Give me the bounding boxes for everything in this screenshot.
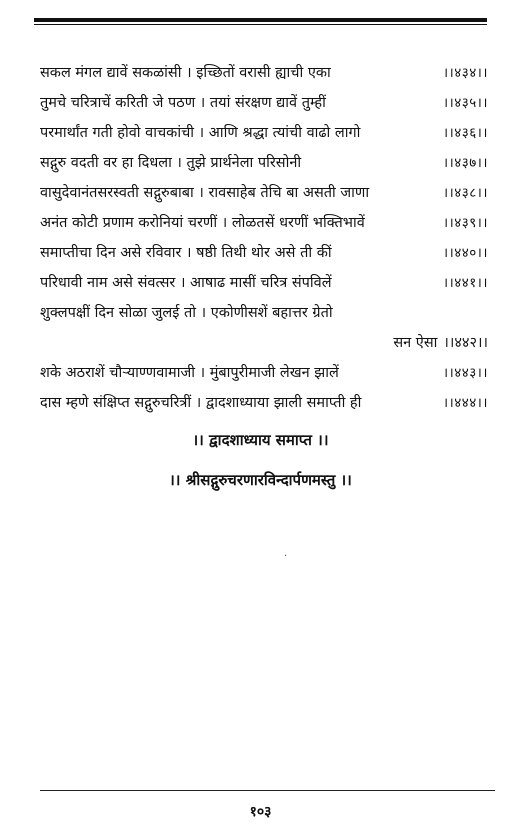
verse-number: ।।४३७।। [442,155,488,171]
top-rule [34,18,487,26]
verse-number: ।।४३९।। [442,215,488,231]
verse-block [40,58,488,418]
verse-number: ।।४४१।। [442,275,488,291]
chapter-end-title: ।। द्वादशाध्याय समाप्त ।। [192,431,329,449]
verse-number: ।।४३४।। [442,65,488,81]
verse-441 [40,268,488,298]
dedication-title: ।। श्रीसद्गुरुचरणारविन्दार्पणमस्तु ।। [169,471,352,489]
verse-text: समाप्तीचा दिन असे रविवार । षष्ठी तिथी थोर असे ती कीं [40,245,332,261]
verse-436 [40,118,488,148]
verse-437 [40,148,488,178]
verse-442 [40,298,488,358]
verse-444 [40,388,488,418]
verse-440 [40,238,488,268]
verse-number: ।।४४३।। [442,365,488,381]
verse-434 [40,58,488,88]
verse-text: दास म्हणे संक्षिप्त सद्गुरुचरित्रीं । द्वादशाध्याया झाली समाप्ती ही [40,395,362,411]
verse-text: अनंत कोटी प्रणाम करोनियां चरणीं । लोळतसें धरणीं भक्तिभावें [40,215,365,231]
verse-number: ।।४३६।। [442,125,488,141]
verse-439 [40,208,488,238]
verse-number: ।।४३५।। [442,95,488,111]
verse-number: ।।४३८।। [442,185,488,201]
verse-text: परमार्थांत गती होवो वाचकांची । आणि श्रद्धा त्यांची वाढो लागो [40,125,361,141]
verse-text-end: सन ऐसा [393,335,438,351]
verse-text: सकल मंगल द्यावें सकळांसी । इच्छितों वरासी ह्याची एका [40,65,331,81]
verse-438 [40,178,488,208]
verse-text: सद्गुरु वदती वर हा दिधला । तुझे प्रार्थनेला परिसोनी [40,155,302,171]
verse-text: शके अठराशें चौऱ्याण्णवामाजी । मुंबापुरीमाजी लेखन झालें [40,365,339,381]
page-number: १०३ [249,804,272,820]
verse-continuation [40,328,488,358]
verse-text: परिधावी नाम असे संवत्सर । आषाढ मासीं चरित्र संपविलें [40,275,332,291]
print-speck-mark: . [284,548,288,559]
verse-text: शुक्लपक्षीं दिन सोळा जुलई तो । एकोणीसशें बहात्तर ग्रेतो [40,305,333,321]
verse-number: ।।४४२।। [443,335,488,351]
verse-text: वासुदेवानंतसरस्वती सद्गुरुबाबा । रावसाहेब तेचि बा असती जाणा [40,185,370,201]
verse-number: ।।४४०।। [442,245,488,261]
bottom-rule [40,790,495,791]
verse-435 [40,88,488,118]
verse-number: ।।४४४।। [442,395,488,411]
verse-text: तुमचे चरित्राचें करिती जे पठण । तयां संरक्षण द्यावें तुम्हीं [40,95,326,111]
verse-443 [40,358,488,388]
